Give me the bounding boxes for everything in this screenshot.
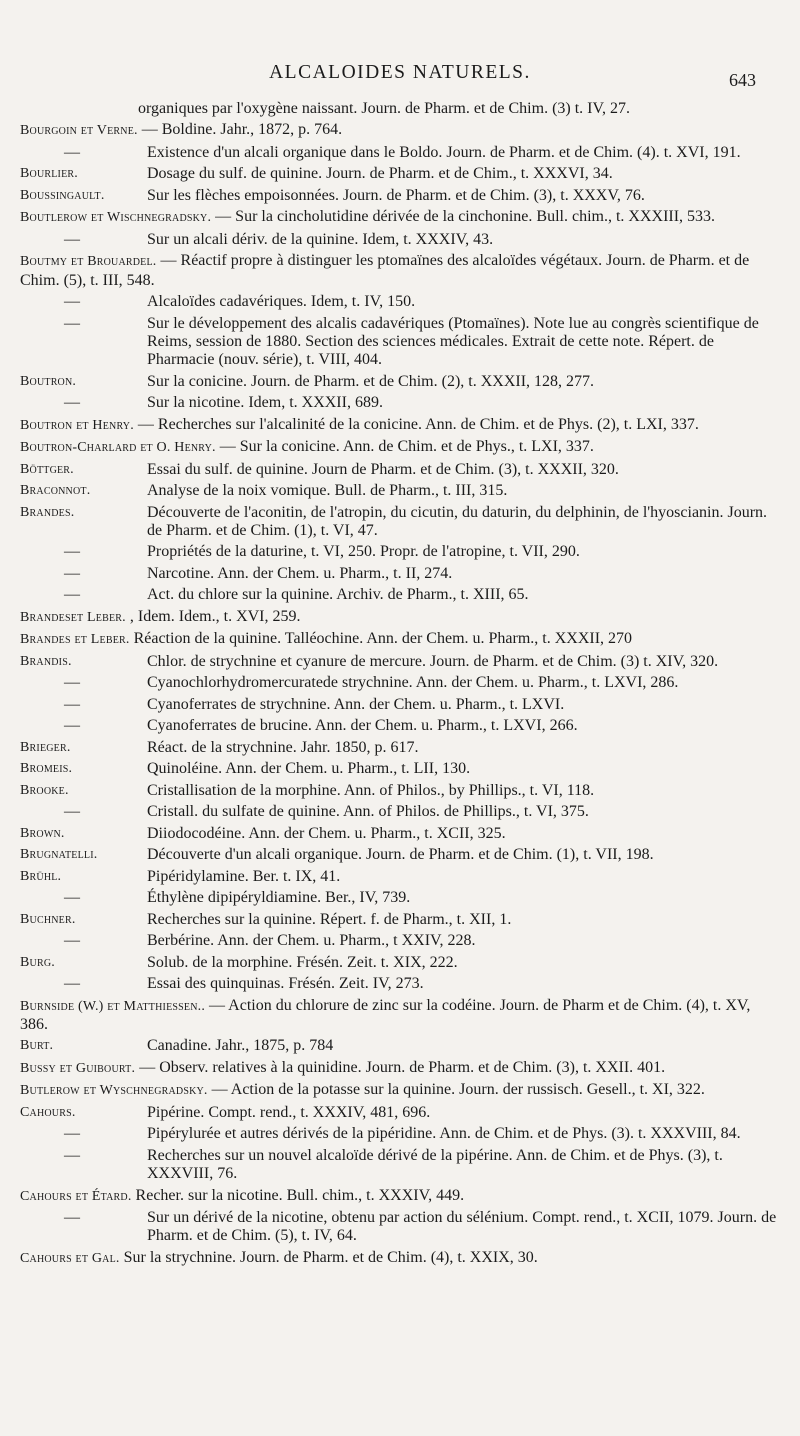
- entry-reference: Dosage du sulf. de quinine. Journ. de Pharm. et de Chim., t. XXXVI, 34.: [147, 165, 613, 183]
- bibliography-entry: [20, 997, 782, 1035]
- bibliography-entry: [20, 696, 782, 714]
- bibliography-entry: [20, 482, 782, 500]
- entry-author: Bromeis.: [20, 761, 73, 777]
- entry-reference: Cristallisation de la morphine. Ann. of Philos., by Phillips., t. VI, 118.: [147, 781, 595, 799]
- ditto-dash: —: [64, 717, 81, 735]
- bibliography-entry: [20, 165, 782, 183]
- bibliography-entry: [20, 315, 782, 370]
- entry-author: Brühl.: [20, 868, 62, 884]
- entry-author: Boutron.: [20, 373, 77, 389]
- entry-reference: Sur un dérivé de la nicotine, obtenu par action du sélénium. Compt. rend., t. XCII, 1079. Journ. de Pharm. et de Chim. (5), t. IV, 64.: [147, 1209, 777, 1245]
- entry-reference: Diiodocodéine. Ann. der Chem. u. Pharm., t. XCII, 325.: [147, 824, 506, 842]
- ditto-dash: —: [64, 932, 81, 950]
- entry-author: Brooke.: [20, 782, 69, 798]
- bibliography-entry: [20, 760, 782, 778]
- entry-author: Böttger.: [20, 461, 74, 477]
- bibliography-entry: [20, 144, 782, 162]
- entry-reference: Réaction de la quinine. Talléochine. Ann. der Chem. u. Pharm., t. XXXII, 270: [133, 630, 633, 648]
- page-header: [0, 62, 800, 92]
- entry-reference: Pipérylurée et autres dérivés de la pipéridine. Ann. de Chim. et de Phys. (3). t. XXXVIII, 84.: [147, 1125, 741, 1143]
- ditto-dash: —: [64, 1125, 81, 1143]
- entry-reference: Cyanoferrates de strychnine. Ann. der Chem. u. Pharm., t. LXVI.: [147, 695, 565, 713]
- bibliography-entry: [20, 293, 782, 311]
- entry-reference: Propriétés de la daturine, t. VI, 250. Propr. de l'atropine, t. VII, 290.: [147, 543, 580, 561]
- entry-author: Butlerow et Wyschnegradsky.: [20, 1083, 208, 1099]
- bibliography-entry: [20, 187, 782, 205]
- entry-reference: Canadine. Jahr., 1875, p. 784: [147, 1037, 334, 1055]
- entry-reference: Essai du sulf. de quinine. Journ de Pharm. et de Chim. (3), t. XXXII, 320.: [147, 460, 619, 478]
- ditto-dash: —: [64, 889, 81, 907]
- bibliography-entry: [20, 1059, 782, 1078]
- entry-reference: Pipéridylamine. Ber. t. IX, 41.: [147, 867, 341, 885]
- bibliography-entry: [20, 608, 782, 627]
- entry-reference: — Sur la conicine. Ann. de Chim. et de Phys., t. LXI, 337.: [219, 438, 594, 456]
- entry-reference: Éthylène dipipéryldiamine. Ber., IV, 739.: [147, 889, 411, 907]
- bibliography-entry: [20, 121, 782, 140]
- entry-reference: , Idem. Idem., t. XVI, 259.: [129, 607, 301, 625]
- bibliography-entry: [20, 565, 782, 583]
- bibliography-entry: [20, 373, 782, 391]
- bibliography-entry: [20, 825, 782, 843]
- bibliography-entry: [20, 739, 782, 757]
- entry-author: Bourgoin et Verne.: [20, 123, 138, 139]
- entry-author: Burnside (W.) et Matthiessen..: [20, 998, 206, 1014]
- bibliography-entry: [20, 911, 782, 929]
- bibliography-entry: [20, 208, 782, 227]
- entry-reference: Cyanoferrates de brucine. Ann. der Chem. u. Pharm., t. LXVI, 266.: [147, 717, 578, 735]
- entry-reference: Réact. de la strychnine. Jahr. 1850, p. 617.: [147, 738, 419, 756]
- bibliography-entry: [20, 889, 782, 907]
- entry-reference: Existence d'un alcali organique dans le Boldo. Journ. de Pharm. et de Chim. (4). t. XVI, 191.: [147, 143, 741, 161]
- bibliography-entry: [20, 954, 782, 972]
- bibliography-entry: [20, 846, 782, 864]
- ditto-dash: —: [64, 293, 81, 311]
- bibliography-entry: [20, 1147, 782, 1184]
- entry-author: Boutron-Charlard et O. Henry.: [20, 440, 216, 456]
- entry-author: Burt.: [20, 1038, 54, 1054]
- bibliography-entry: [20, 100, 782, 118]
- ditto-dash: —: [64, 1209, 81, 1227]
- entry-reference: Recherches sur la quinine. Répert. f. de Pharm., t. XII, 1.: [147, 910, 512, 928]
- ditto-dash: —: [64, 674, 81, 692]
- entry-author: Boussingault.: [20, 187, 105, 203]
- entry-reference: Alcaloïdes cadavériques. Idem, t. IV, 150.: [147, 293, 416, 311]
- entry-author: Cahours.: [20, 1104, 76, 1120]
- ditto-dash: —: [64, 1146, 81, 1164]
- entry-reference: Sur la nicotine. Idem, t. XXXII, 689.: [147, 394, 383, 412]
- bibliography-entry: [20, 504, 782, 541]
- bibliography-entry: [20, 1104, 782, 1122]
- entry-author: Cahours et Étard.: [20, 1188, 132, 1204]
- bibliography-entry: [20, 231, 782, 249]
- entry-reference: Chlor. de strychnine et cyanure de mercure. Journ. de Pharm. et de Chim. (3) t. XIV, 320.: [147, 652, 719, 670]
- entry-author: Bourlier.: [20, 166, 78, 182]
- entry-reference: — Recherches sur l'alcalinité de la conicine. Ann. de Chim. et de Phys. (2), t. LXI, 337.: [137, 415, 699, 433]
- bibliography-entry: [20, 975, 782, 993]
- entry-author: Brandes.: [20, 504, 75, 520]
- ditto-dash: —: [64, 143, 81, 161]
- entry-reference: — Action de la potasse sur la quinine. Journ. der russisch. Gesell., t. XI, 322.: [211, 1081, 705, 1099]
- entry-reference: Solub. de la morphine. Frésén. Zeit. t. XIX, 222.: [147, 953, 458, 971]
- ditto-dash: —: [64, 394, 81, 412]
- entry-author: Buchner.: [20, 911, 76, 927]
- bibliography-entry: [20, 803, 782, 821]
- bibliography-entry: [20, 630, 782, 649]
- bibliography-entry: [20, 1037, 782, 1055]
- entry-author: Brugnatelli.: [20, 847, 98, 863]
- entry-author: Cahours et Gal.: [20, 1250, 120, 1266]
- bibliography-entry: [20, 1209, 782, 1246]
- ditto-dash: —: [64, 314, 81, 332]
- entry-reference: — Boldine. Jahr., 1872, p. 764.: [141, 121, 343, 139]
- ditto-dash: —: [64, 564, 81, 582]
- entry-reference: organiques par l'oxygène naissant. Journ. de Pharm. et de Chim. (3) t. IV, 27.: [138, 100, 630, 117]
- bibliography-entry: [20, 543, 782, 561]
- running-title: ALCALOIDES NATURELS.: [269, 62, 531, 83]
- bibliography-entry: [20, 416, 782, 435]
- entry-reference: Pipérine. Compt. rend., t. XXXIV, 481, 696.: [147, 1103, 431, 1121]
- entry-author: Boutmy et Brouardel.: [20, 254, 157, 270]
- entry-author: Brandes et Leber.: [20, 632, 130, 648]
- entry-reference: Sur la conicine. Journ. de Pharm. et de Chim. (2), t. XXXII, 128, 277.: [147, 372, 595, 390]
- entry-author: Braconnot.: [20, 483, 91, 499]
- bibliography-entry: [20, 932, 782, 950]
- entry-reference: Découverte de l'aconitin, de l'atropin, du cicutin, du daturin, du delphinin, de l'hyoscianin. Journ. de Pharm. et de Chim. (1), t. VI, 47.: [147, 503, 768, 539]
- bibliography-entry: [20, 1187, 782, 1206]
- bibliography-entry: [20, 1081, 782, 1100]
- entry-reference: Quinoléine. Ann. der Chem. u. Pharm., t. LII, 130.: [147, 760, 471, 778]
- entry-author: Burg.: [20, 954, 55, 970]
- entry-author: Brieger.: [20, 739, 71, 755]
- entry-reference: Narcotine. Ann. der Chem. u. Pharm., t. II, 274.: [147, 564, 453, 582]
- ditto-dash: —: [64, 695, 81, 713]
- bibliography-entry: [20, 252, 782, 290]
- bibliography-entry: [20, 653, 782, 671]
- entry-reference: Sur le développement des alcalis cadavériques (Ptomaïnes). Note lue au congrès scientifique de Reims, session de 1880. Section des sciences médicales. Extrait de cette note. Répert. de Pharmacie (nouv. série), t. VIII, 404.: [147, 314, 759, 369]
- ditto-dash: —: [64, 543, 81, 561]
- entry-reference: Sur un alcali dériv. de la quinine. Idem, t. XXXIV, 43.: [147, 230, 494, 248]
- ditto-dash: —: [64, 975, 81, 993]
- entry-reference: — Action du chlorure de zinc sur la codéine. Journ. de Pharm et de Chim. (4), t. XV, 386.: [20, 996, 751, 1033]
- ditto-dash: —: [64, 586, 81, 604]
- bibliography-entry: [20, 461, 782, 479]
- bibliography-entry: [20, 394, 782, 412]
- bibliography-entry: [20, 1249, 782, 1268]
- bibliography-entry: [20, 586, 782, 604]
- bibliography-entry: [20, 1125, 782, 1143]
- entry-reference: — Sur la cincholutidine dérivée de la cinchonine. Bull. chim., t. XXXIII, 533.: [215, 208, 716, 226]
- entry-reference: — Réactif propre à distinguer les ptomaïnes des alcaloïdes végétaux. Journ. de Pharm. et de Chim. (5), t. III, 548.: [20, 252, 750, 289]
- entry-reference: Berbérine. Ann. der Chem. u. Pharm., t XXIV, 228.: [147, 932, 476, 950]
- bibliography-entry: [20, 438, 782, 457]
- entry-author: Boutron et Henry.: [20, 417, 134, 433]
- bibliography-list: [20, 100, 782, 1271]
- entry-reference: Essai des quinquinas. Frésén. Zeit. IV, 273.: [147, 975, 424, 993]
- entry-reference: Analyse de la noix vomique. Bull. de Pharm., t. III, 315.: [147, 482, 508, 500]
- entry-reference: Recher. sur la nicotine. Bull. chim., t. XXXIV, 449.: [135, 1186, 465, 1204]
- entry-reference: Cristall. du sulfate de quinine. Ann. of Philos. de Phillips., t. VI, 375.: [147, 803, 589, 821]
- entry-reference: Act. du chlore sur la quinine. Archiv. de Pharm., t. XIII, 65.: [147, 586, 529, 604]
- entry-reference: — Observ. relatives à la quinidine. Journ. de Pharm. et de Chim. (3), t. XXII. 401.: [139, 1058, 666, 1076]
- entry-reference: Cyanochlorhydromercuratede strychnine. Ann. der Chem. u. Pharm., t. LXVI, 286.: [147, 674, 679, 692]
- entry-reference: Découverte d'un alcali organique. Journ. de Pharm. et de Chim. (1), t. VII, 198.: [147, 846, 654, 864]
- page-number: 643: [729, 70, 756, 90]
- bibliography-entry: [20, 782, 782, 800]
- entry-reference: Sur les flèches empoisonnées. Journ. de Pharm. et de Chim. (3), t. XXXV, 76.: [147, 186, 645, 204]
- entry-reference: Sur la strychnine. Journ. de Pharm. et de Chim. (4), t. XXIX, 30.: [123, 1248, 538, 1266]
- entry-reference: Recherches sur un nouvel alcaloïde dérivé de la pipérine. Ann. de Chim. et de Phys. (3), t. XXXVIII, 76.: [147, 1146, 723, 1183]
- bibliography-entry: [20, 868, 782, 886]
- entry-author: Boutlerow et Wischnegradsky.: [20, 210, 212, 226]
- entry-author: Brandis.: [20, 653, 72, 669]
- bibliography-entry: [20, 674, 782, 692]
- entry-author: Brown.: [20, 825, 65, 841]
- entry-author: Bussy et Guibourt.: [20, 1060, 136, 1076]
- ditto-dash: —: [64, 230, 81, 248]
- ditto-dash: —: [64, 803, 81, 821]
- entry-author: Brandeset Leber.: [20, 609, 126, 625]
- bibliography-entry: [20, 717, 782, 735]
